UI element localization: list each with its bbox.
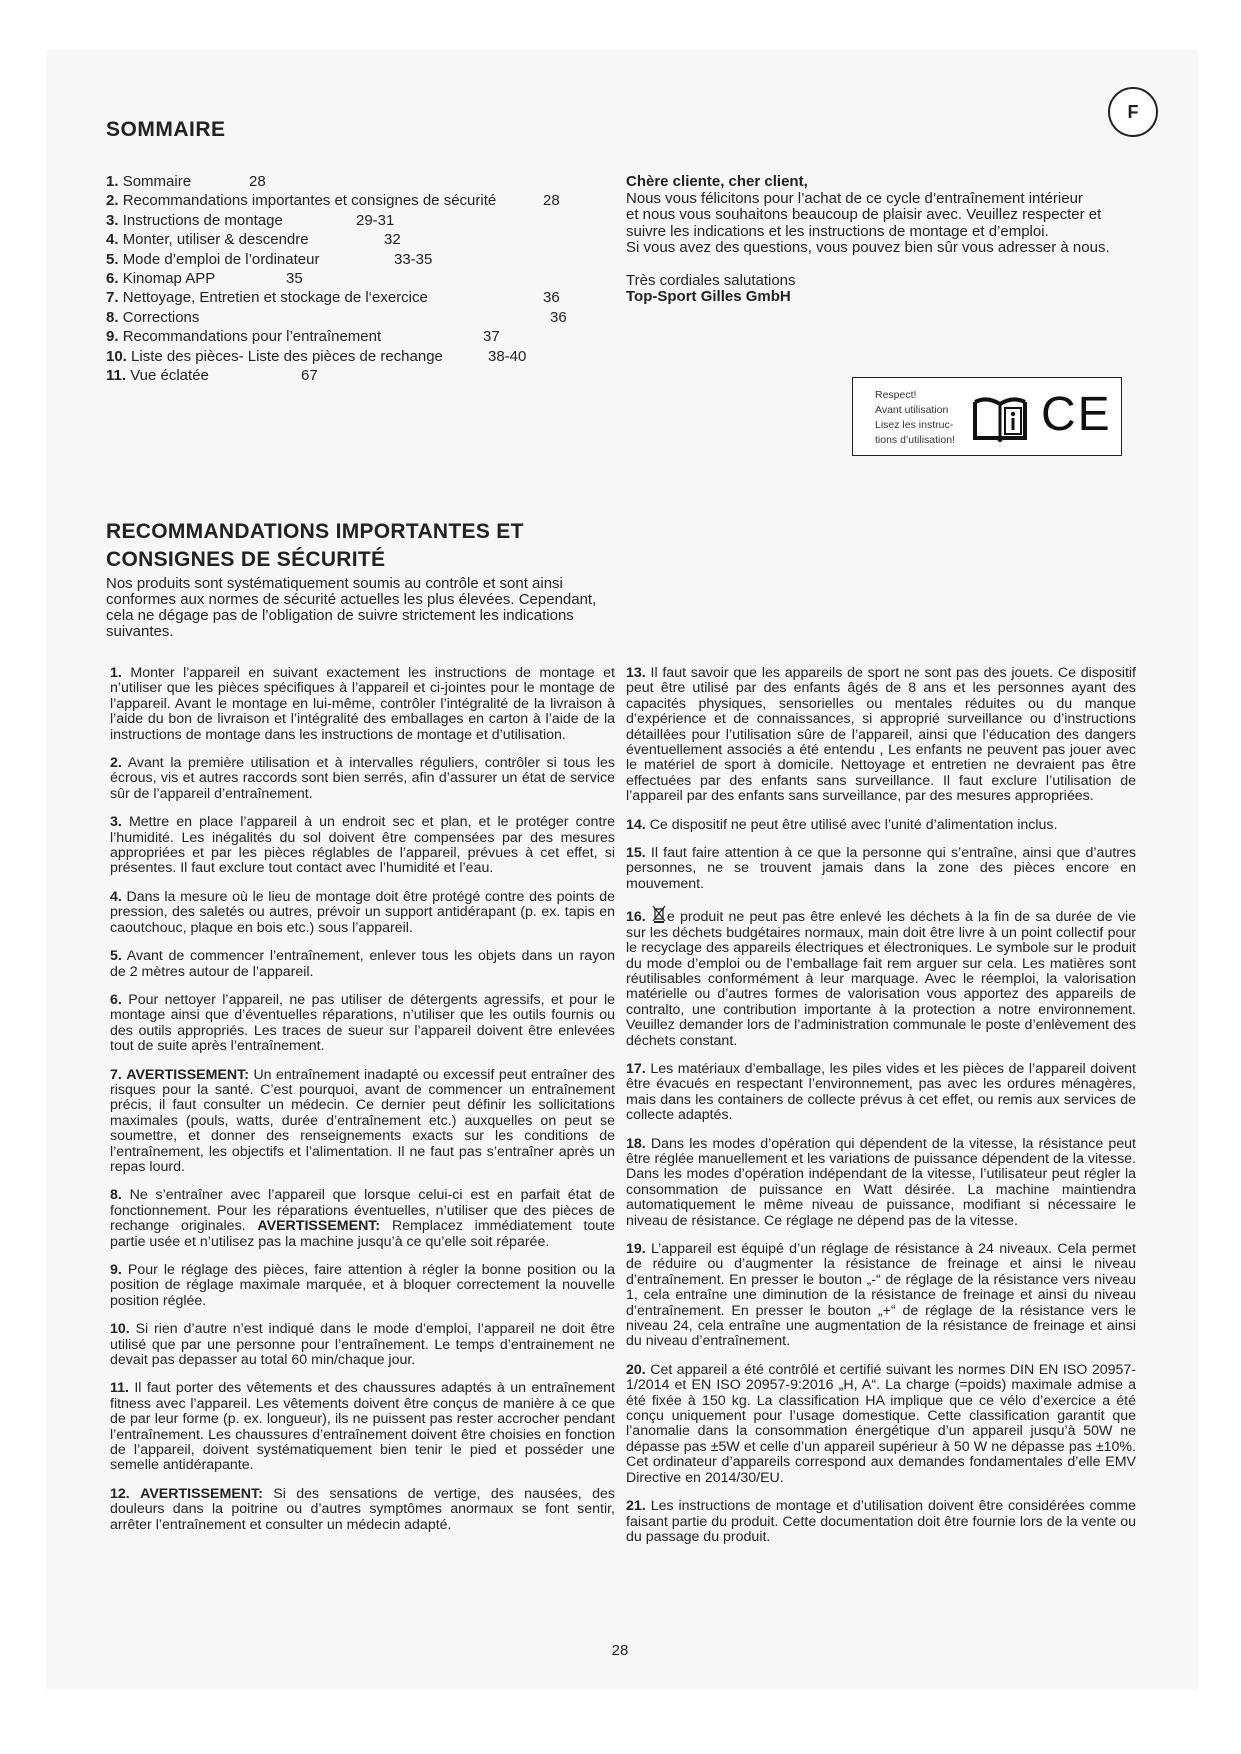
safety-item: 1. Monter l’appareil en suivant exactement les instructions de montage et n’utiliser que les pièces spécifiques à l’appareil et ci-jointes pour le montage de l’appareil. Avant le montage en lui-même, contrôler l’intégralité de la livraison à l’aide du bon de livraison et l’intégralité des emballages en carton à l’aide de la instructions de montage dans les instructions de montage et d’utilisation. [110,665,615,743]
safety-item: 12. AVERTISSEMENT: Si des sensations de vertige, des nausées, des douleurs dans la poitrine ou d’autres symptômes anormaux se font sentir, arrêter l’entraînement et consulter un médecin adapté. [110,1485,615,1533]
safety-item: 6. Pour nettoyer l’appareil, ne pas utiliser de détergents agressifs, et pour le montage ainsi que d’éventuelles réparations, n’utiliser que les outils fournis ou des outils appropriés. Les traces de sueur sur l’appareil doivent être enlevées tout de suite après l’entraînement. [110,991,615,1055]
safety-item: 5. Avant de commencer l’entraînement, enlever tous les objets dans un rayon de 2 mètres autour de l’appareil. [110,948,615,980]
greeting-line: et nous vous souhaitons beaucoup de plaisir avec. Veuillez respecter et [626,206,1102,223]
toc-item[interactable]: 4. Monter, utiliser & descendre 32 [106,231,401,249]
toc-item[interactable]: 5. Mode d’emploi de l’ordinateur 33-35 [106,250,433,268]
safety-item: 19. L’appareil est équipé d’un réglage de résistance à 24 niveaux. Cela permet de réduire ou d’augmenter la résistance de freinage et ainsi le niveau d’entraînement. En presser le bouton „-“ de réglage de la résistance vers niveau 1, cela entraîne une diminution de la résistance de freinage et ainsi du niveau d’entraînement. En presser le bouton „+“ de réglage de la résistance vers le niveau 24, cela entraîne une augmentation de la résistance de freinage et ainsi du niveau d’entraînement. [626,1241,1136,1350]
safety-item: 18. Dans les modes d’opération qui dépendent de la vitesse, la résistance peut être réglée manuellement et les variations de puissance dépendent de la vitesse. Dans les modes d’opération indépendant de la vitesse, l’utilisateur peut régler la consommation de puissance en Watt désirée. La machine maintiendra automatiquement le même niveau de puissance, modifiant si nécessaire le niveau de résistance. Ce réglage ne dépend pas de la vitesse. [626,1135,1136,1229]
toc-title: SOMMAIRE [106,118,226,141]
toc-item[interactable]: 2. Recommandations importantes et consignes de sécurité 28 [106,192,560,210]
read-instructions-notice [852,377,1122,456]
safety-item: 4. Dans la mesure où le lieu de montage doit être protégé contre des points de pression, des saletés ou autres, prévoir un support antidérapant (p. ex. tapis en caoutchouc, plaque en bois etc.) sous l’appareil. [110,888,615,936]
safety-item: 8. Ne s’entraîner avec l’appareil que lorsque celui-ci est en parfait état de fonctionnement. Pour les réparations éventuelles, n’utiliser que des pièces de rechange originales. AVERTISSEMENT: Remplacez immédiatement toute partie usée et n’utilisez pas la machine jusqu’à ce qu’elle soit réparée. [110,1187,616,1250]
salutation: Chère cliente, cher client, [626,173,808,190]
safety-item: 20. Cet appareil a été contrôlé et certifié suivant les normes DIN EN ISO 20957-1/2014 et EN ISO 20957-9:2016 „H, A“. La charge (=poids) maximale admise a été fixée à 150 kg. La classification HA implique que ce vélo d’exercice a été conçu uniquement pour l’usage domestique. Cette classification garantit que l’anomalie dans la consommation énergétique d’un appareil jusqu’à 50W ne dépasse pas ±5W et celle d’un appareil supérieur à 50 W ne dépasse pas ±10%. Cet ordinateur d’appareils correspond aux demandes fondamentales d’elle EMV Directive en 2014/30/EU. [626,1361,1136,1486]
toc-item[interactable]: 7. Nettoyage, Entretien et stockage de l‘exercice 36 [106,289,560,307]
manual-info-icon [971,394,1029,442]
safety-title: RECOMMANDATIONS IMPORTANTES ET CONSIGNES DE SÉCURITÉ [106,520,524,571]
toc-item[interactable]: 9. Recommandations pour l’entraînement 37 [106,328,500,346]
greeting-block [626,174,1136,306]
toc-item[interactable]: 8. Corrections 36 [106,308,567,326]
safety-item: 3. Mettre en place l’appareil à un endroit sec et plan, et le protéger contre l’humidité. Les inégalités du sol doivent être compensées par des mesures appropriées et par les pièces réglables de l’appareil, prévues à cet effet, si présentes. Il faut exclure tout contact avec l’humidité et l’eau. [110,814,615,877]
notice-text: Respect! Avant utilisation Lisez les instruc- tions d’utilisation! [875,389,955,446]
safety-item: 7. AVERTISSEMENT: Un entraînement inadapté ou excessif peut entraîner des risques pour la santé. C’est pourquoi, avant de commencer un entraînement précis, il faut consulter un médecin. Ce dernier peut définir les sollicitations maximales (pouls, watts, durée d’entraînement etc.) auxquelles on peut se soumettre, et donner des renseignements exacts sur les conditions de l’entraînement, les objectifs et l’alimentation. Il ne faut pas s’entraîner après un repas lourd. [110,1066,615,1175]
safety-item: 21. Les instructions de montage et d’utilisation doivent être considérées comme faisant partie du produit. Cette documentation doit être fournie lors de la vente ou du passage du produit. [626,1498,1137,1545]
toc-item[interactable]: 11. Vue éclatée 67 [106,366,318,384]
safety-column-left [110,666,615,1546]
ce-mark: CE [1041,388,1112,441]
greeting-line: Si vous avez des questions, vous pouvez bien sûr vous adresser à nous. [626,239,1110,256]
language-badge: F [1108,87,1158,137]
table-of-contents [106,172,626,385]
safety-column-right [626,666,1136,1558]
toc-item[interactable]: 6. Kinomap APP 35 [106,269,303,287]
safety-item: 10. Si rien d’autre n’est indiqué dans le mode d’emploi, l’appareil ne doit être utilisé que par une personne pour l’entraînement. Le temps d’entrainement ne devait pas depasser au total 60 min/chaque jour. [110,1321,615,1369]
safety-item: 11. Il faut porter des vêtements et des chaussures adaptés à un entraînement fitness avec l’appareil. Les vêtements doivent être conçus de manière à ce que de par leur forme (p. ex. longueur), ils ne puissent pas rester accrocher pendant l’entraînement. Les chaussures d’entraînement doivent être choisies en fonction de l’appareil, doivent systématiquement bien tenir le pied et posséder une semelle antidérapante. [110,1380,615,1474]
toc-item[interactable]: 10. Liste des pièces- Liste des pièces de rechange 38-40 [106,347,527,365]
greeting-line: Nous vous félicitons pour l’achat de ce cycle d’entraînement intérieur [626,189,1083,207]
safety-intro: Nos produits sont systématiquement soumis au contrôle et sont ainsi conformes aux normes de sécurité actuelles les plus élevées. Cependant, cela ne dégage pas de l’obligation de suivre strictement les indications suivantes. [106,575,597,640]
safety-item: 17. Les matériaux d’emballage, les piles vides et les pièces de l’appareil doivent être évacués en respectant l’environnement, pas avec les ordures ménagères, mais dans les containers de collecte prévus à cet effet, ou remis aux services de collecte adaptés. [626,1060,1136,1124]
safety-item: 16. e produit ne peut pas être enlevé les déchets à la fin de sa durée de vie sur les déchets budgétaires normaux, main doit être livre à un point collectif pour le recyclage des appareils électriques et électroniques. Le symbole sur le produit du mode d’emploi ou de l’emballage fait rem arguer sur cela. Les matières sont réutilisables conformément à leur marquage. Avec le réemploi, la valorisation matérielle ou d’autres formes de valorisation vous apportez des appareils de contralto, une contribution importante à la protection a notre environnement. Veuillez demander lors de l’administration communale le poste d’enlèvement des déchets constant. [626,905,1136,1049]
closing: Très cordiales salutations [626,271,796,289]
safety-item: 13. Il faut savoir que les appareils de sport ne sont pas des jouets. Ce dispositif peut être utilisé par des enfants âgés de 8 ans et les personnes ayant des capacités physiques, sensorielles ou mentales réduites ou du manque d’expérience et de connaissances, si approprié surveillance ou d’instructions détaillées pour l’utilisation sûre de l’appareil, ainsi que l’éducation des dangers éventuellement associés a été entendu , Les enfants ne peuvent pas jouer avec le matériel de sport à domicile. Nettoyage et entretien ne devraient pas être effectuées par des enfants sans surveillance. Il faut exclure l’utilisation de l’appareil par des enfants sans surveillance, par des mesures appropriées. [626,665,1136,805]
safety-item: 9. Pour le réglage des pièces, faire attention à régler la bonne position ou la position de réglage maximale marquée, et à bloquer correctement la nouvelle position réglée. [110,1262,615,1309]
safety-item: 2. Avant la première utilisation et à intervalles réguliers, contrôler si tous les écrous, vis et autres raccords sont bien serrés, afin d’assurer un état de service sûr de l’appareil d’entraînement. [110,755,615,802]
page-number: 28 [611,1642,629,1659]
crossed-bin-icon [652,905,666,923]
toc-item[interactable]: 1. Sommaire 28 [106,173,266,190]
toc-item[interactable]: 3. Instructions de montage 29-31 [106,211,395,229]
safety-item: 14. Ce dispositif ne peut être utilisé avec l’unité d’alimentation inclus. [626,816,1058,833]
safety-item: 15. Il faut faire attention à ce que la personne qui s’entraîne, ainsi que d’autres personnes, ne se trouvent jamais dans la zone des pièces encore en mouvement. [626,845,1136,892]
company-name: Top-Sport Gilles GmbH [626,288,791,305]
greeting-line: suivre les indications et les instructions de montage et d’emploi. [626,222,1049,240]
